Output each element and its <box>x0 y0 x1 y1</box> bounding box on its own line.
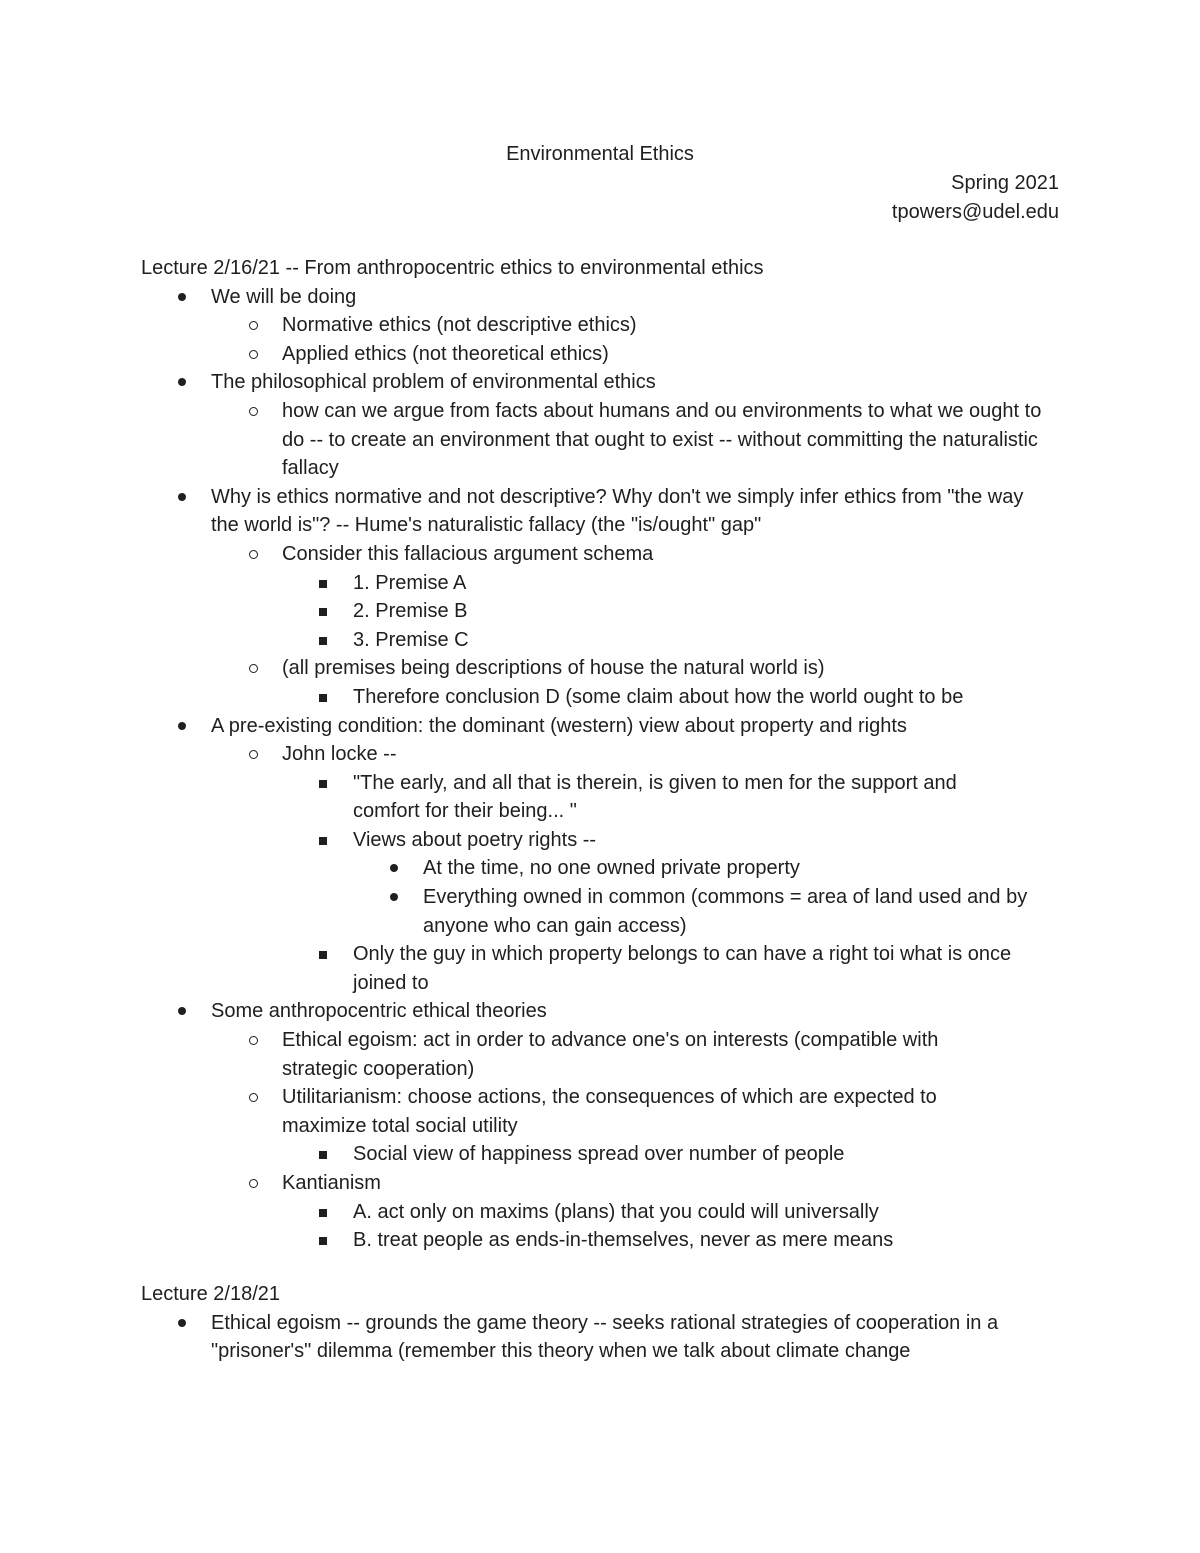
square-bullet-icon <box>319 608 327 616</box>
list-item <box>141 540 1061 569</box>
list-item-text: Normative ethics (not descriptive ethics) <box>282 314 637 337</box>
circle-bullet-icon <box>249 1036 258 1045</box>
list-item <box>141 683 1061 712</box>
sub-sub-bullet-list <box>141 1198 1061 1255</box>
square-bullet-icon <box>319 1209 327 1217</box>
square-bullet-icon <box>319 1151 327 1159</box>
disc-bullet-icon <box>178 293 186 301</box>
list-item <box>141 597 1061 626</box>
sub-sub-sub-bullet-list <box>141 854 1061 940</box>
disc-bullet-icon <box>178 1319 186 1327</box>
square-bullet-icon <box>319 780 327 788</box>
bullet-list <box>141 283 1061 1255</box>
list-item-text: Therefore conclusion D (some claim about how the world ought to be <box>353 685 964 708</box>
lecture-heading-2: Lecture 2/18/21 <box>141 1283 280 1305</box>
list-item-text: Consider this fallacious argument schema <box>282 542 654 565</box>
square-bullet-icon <box>319 951 327 959</box>
list-item-text: B. treat people as ends-in-themselves, never as mere means <box>353 1229 894 1252</box>
disc-bullet-icon <box>178 493 186 501</box>
sub-sub-bullet-list <box>141 769 1061 998</box>
list-item-text: John locke -- <box>282 743 397 766</box>
list-item <box>141 569 1061 598</box>
nested-list-container <box>141 1198 1061 1255</box>
square-bullet-icon <box>319 694 327 702</box>
list-item-text: Only the guy in which property belongs to can have a right toi what is once joined to <box>353 943 1012 994</box>
disc-bullet-icon <box>178 1007 186 1015</box>
list-item <box>141 1083 1061 1140</box>
list-item-text: Social view of happiness spread over number of people <box>353 1143 845 1166</box>
list-item-text: Some anthropocentric ethical theories <box>211 1000 547 1023</box>
list-item-text: Applied ethics (not theoretical ethics) <box>282 342 609 365</box>
list-item <box>141 311 1061 340</box>
sub-sub-bullet-list <box>141 569 1061 655</box>
list-item-text: Utilitarianism: choose actions, the consequences of which are expected to maximize total social utility <box>282 1086 937 1137</box>
circle-bullet-icon <box>249 1093 258 1102</box>
list-item <box>141 1309 1061 1366</box>
list-item <box>141 854 1061 883</box>
nested-list-container <box>141 683 1061 712</box>
square-bullet-icon <box>319 580 327 588</box>
disc-bullet-icon <box>178 722 186 730</box>
list-item <box>141 769 1061 826</box>
circle-bullet-icon <box>249 350 258 359</box>
list-item-text: 2. Premise B <box>353 600 468 623</box>
list-item <box>141 940 1061 997</box>
bullet-list <box>141 1309 1061 1366</box>
sub-bullet-list <box>141 1026 1061 1255</box>
list-item-text: We will be doing <box>211 285 357 308</box>
list-item <box>141 626 1061 655</box>
list-item <box>141 483 1061 540</box>
list-item <box>141 368 1061 397</box>
sub-bullet-list <box>141 397 1061 483</box>
circle-bullet-icon <box>249 750 258 759</box>
lecture-heading-1: Lecture 2/16/21 -- From anthropocentric ethics to environmental ethics <box>141 257 764 279</box>
nested-list-container <box>141 769 1061 998</box>
sub-bullet-list <box>141 540 1061 712</box>
list-item-text: how can we argue from facts about humans and ou environments to what we ought to do -- to create an environment that ought to exist -- without committing the naturalistic fallacy <box>282 399 1042 480</box>
disc-bullet-icon <box>390 893 398 901</box>
nested-list-container <box>141 311 1061 368</box>
lecture-section-1 <box>141 254 1061 1255</box>
list-item <box>141 883 1061 940</box>
list-item-text: Kantianism <box>282 1172 381 1194</box>
list-item <box>141 654 1061 683</box>
nested-list-container <box>141 540 1061 712</box>
nested-list-container <box>141 397 1061 483</box>
list-item-text: "The early, and all that is therein, is given to men for the support and comfort for their being... " <box>353 771 957 823</box>
list-item <box>141 283 1061 312</box>
course-term: Spring 2021 <box>951 172 1059 194</box>
nested-list-container <box>141 740 1061 997</box>
list-item-text: Why is ethics normative and not descriptive? Why don't we simply infer ethics from "the way the world is"? -- Hume's naturalistic fallacy (the "is/ought" gap" <box>211 485 1024 537</box>
list-item-text: A pre-existing condition: the dominant (western) view about property and rights <box>211 714 907 737</box>
list-item <box>141 1140 1061 1169</box>
sub-sub-bullet-list <box>141 683 1061 712</box>
list-item <box>141 1198 1061 1227</box>
disc-bullet-icon <box>390 864 398 872</box>
circle-bullet-icon <box>249 321 258 330</box>
circle-bullet-icon <box>249 550 258 559</box>
instructor-email: tpowers@udel.edu <box>891 201 1059 223</box>
nested-list-container <box>141 569 1061 655</box>
circle-bullet-icon <box>249 1179 258 1188</box>
list-item <box>141 1226 1061 1255</box>
list-item-text: 3. Premise C <box>353 628 469 651</box>
sub-bullet-list <box>141 311 1061 368</box>
nested-list-container <box>141 1026 1061 1255</box>
list-item <box>141 740 1061 769</box>
nested-list-container <box>141 854 1061 940</box>
list-item <box>141 1169 1061 1198</box>
square-bullet-icon <box>319 837 327 845</box>
lecture-section-2 <box>141 1280 1061 1366</box>
sub-bullet-list <box>141 740 1061 997</box>
list-item <box>141 1026 1061 1083</box>
list-item-text: Ethical egoism -- grounds the game theory -- seeks rational strategies of cooperation in a "prisoner's" dilemma (remember this theory when we talk about climate change <box>211 1311 999 1363</box>
document-title: Environmental Ethics <box>506 143 694 165</box>
nested-list-container <box>141 1140 1061 1169</box>
list-item-text: The philosophical problem of environmental ethics <box>211 371 656 394</box>
square-bullet-icon <box>319 637 327 645</box>
circle-bullet-icon <box>249 407 258 416</box>
square-bullet-icon <box>319 1237 327 1245</box>
list-item-text: Everything owned in common (commons = area of land used and by anyone who can gain access) <box>423 886 1028 937</box>
list-item-text: A. act only on maxims (plans) that you could will universally <box>353 1200 879 1223</box>
list-item <box>141 397 1061 483</box>
circle-bullet-icon <box>249 664 258 673</box>
list-item <box>141 997 1061 1026</box>
sub-sub-bullet-list <box>141 1140 1061 1169</box>
list-item-text: At the time, no one owned private property <box>423 857 800 880</box>
list-item-text: 1. Premise A <box>353 571 467 594</box>
list-item <box>141 826 1061 855</box>
list-item-text: (all premises being descriptions of house the natural world is) <box>282 657 825 680</box>
list-item-text: Ethical egoism: act in order to advance one's on interests (compatible with strategic cooperation) <box>282 1029 939 1080</box>
list-item-text: Views about poetry rights -- <box>353 828 597 851</box>
list-item <box>141 340 1061 369</box>
list-item <box>141 712 1061 741</box>
disc-bullet-icon <box>178 378 186 386</box>
